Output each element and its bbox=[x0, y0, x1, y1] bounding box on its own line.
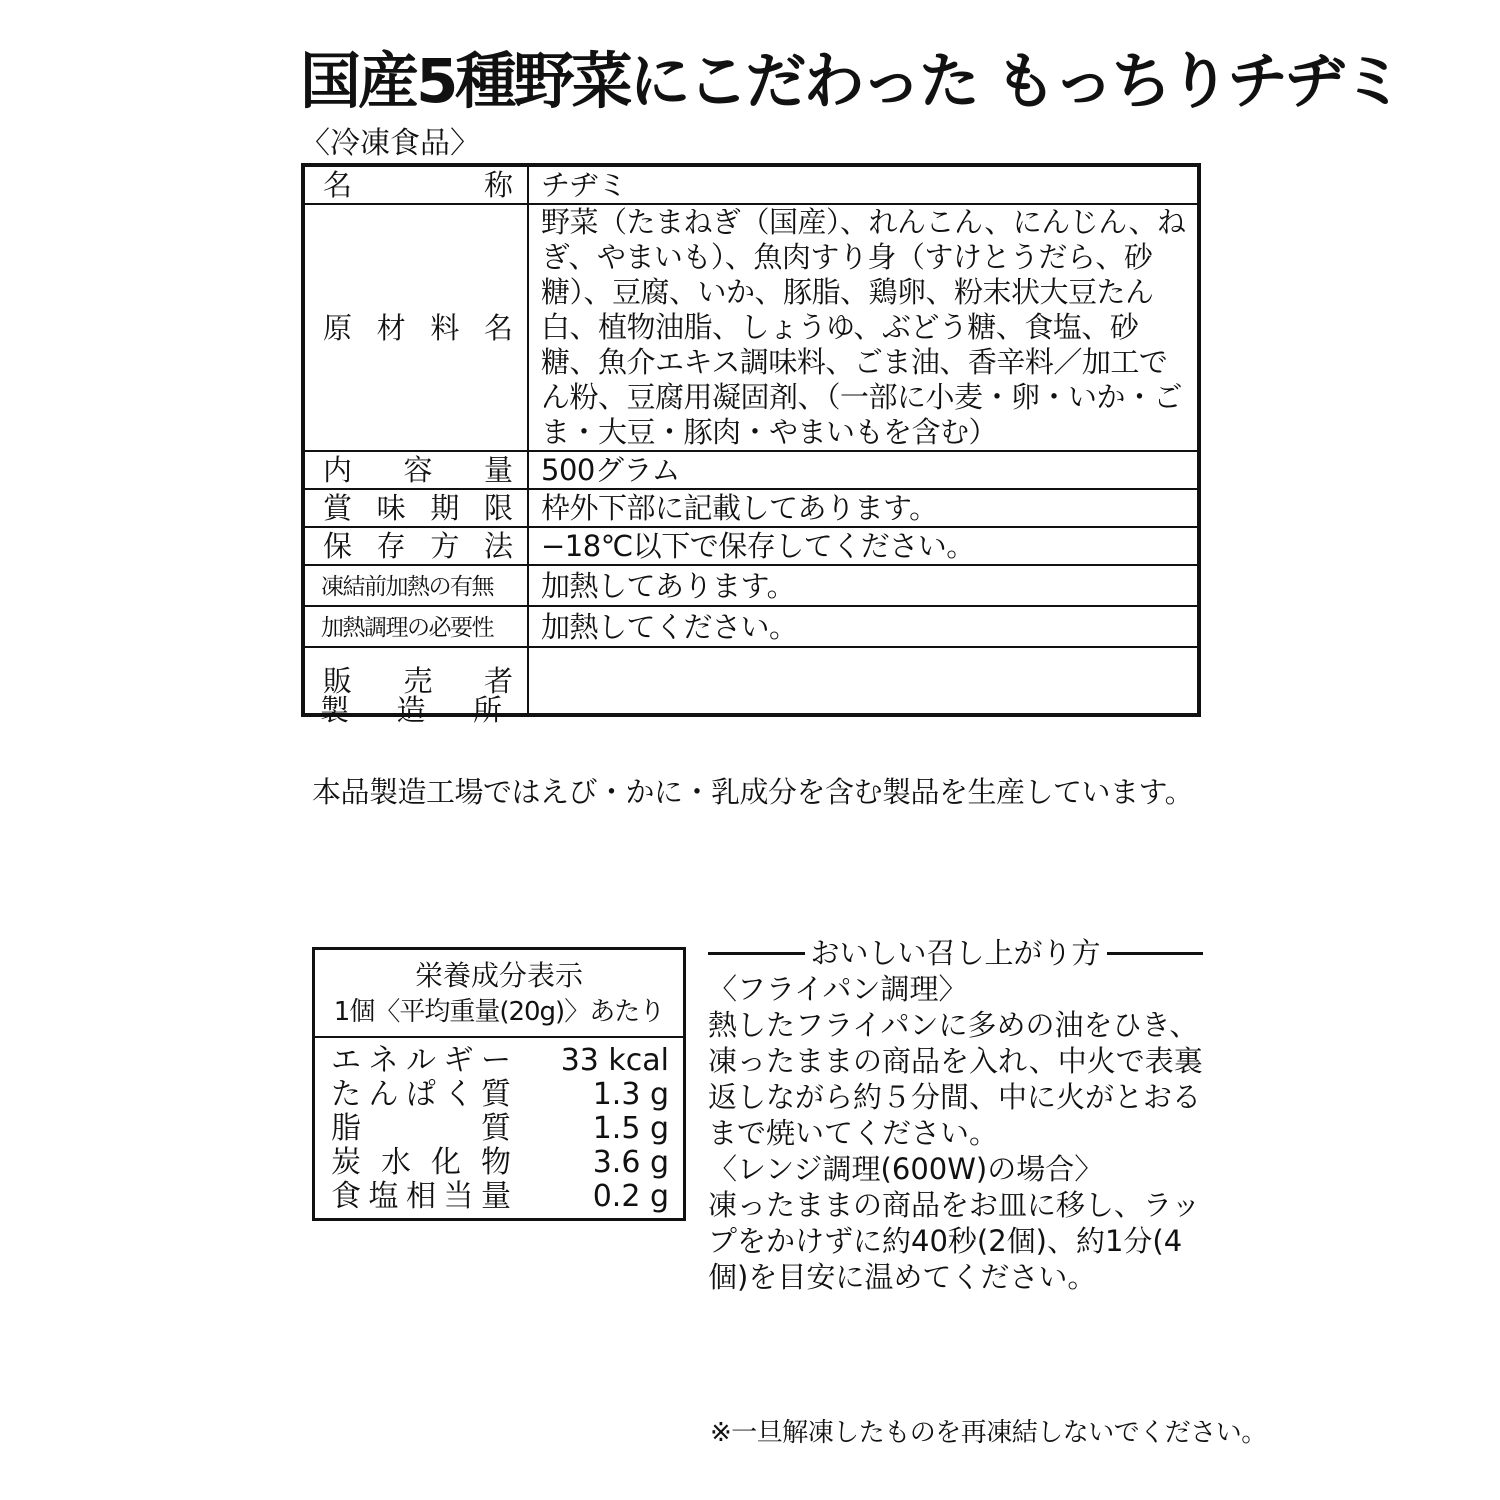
nutrition-name bbox=[331, 1180, 511, 1214]
product-category: 〈冷凍食品〉 bbox=[300, 126, 480, 161]
nutrition-row bbox=[315, 1180, 683, 1214]
key-char: 造 bbox=[396, 693, 426, 727]
howto-heading-text: おいしい召し上がり方 bbox=[810, 936, 1101, 970]
product-title: 国産5種野菜にこだわった もっちりチヂミ bbox=[300, 46, 1402, 117]
nutrition-value: 3.6 g bbox=[592, 1145, 669, 1180]
heading-rule-right bbox=[1107, 952, 1204, 955]
key-char: 材 bbox=[376, 310, 406, 345]
nutrition-name-char: ル bbox=[406, 1043, 436, 1078]
nutrition-name-char: エ bbox=[331, 1043, 361, 1078]
key-char: 賞 bbox=[323, 491, 353, 525]
nutrition-name-char: 脂 bbox=[331, 1111, 361, 1146]
nutrition-name-char: 質 bbox=[481, 1111, 511, 1146]
key-char: 限 bbox=[483, 491, 513, 525]
label-val-content: 500グラム bbox=[528, 451, 1199, 489]
nutrition-value: 33 kcal bbox=[560, 1043, 669, 1078]
nutrition-name-char: 化 bbox=[431, 1145, 461, 1180]
key-char: 料 bbox=[430, 310, 460, 345]
key-char: 量 bbox=[483, 453, 513, 487]
label-key-expiry bbox=[323, 490, 513, 526]
key-char: 称 bbox=[483, 168, 513, 202]
key-char: 製 bbox=[320, 693, 350, 727]
nutrition-row bbox=[315, 1078, 683, 1112]
key-char: 内 bbox=[323, 453, 353, 487]
maker-label bbox=[320, 690, 502, 730]
label-val-seller bbox=[528, 647, 1199, 715]
nutrition-name-char: ネ bbox=[368, 1043, 399, 1078]
key-char: 法 bbox=[483, 529, 513, 563]
nutrition-name-char: く bbox=[443, 1077, 474, 1112]
nutrition-title: 栄養成分表示 bbox=[414, 959, 583, 992]
key-char: 方 bbox=[430, 529, 460, 563]
label-val-name: チヂミ bbox=[528, 165, 1199, 204]
nutrition-rows bbox=[315, 1044, 683, 1214]
label-key-ingredients bbox=[323, 310, 513, 346]
nutrition-name-char: 量 bbox=[481, 1179, 511, 1214]
label-key-preheat: 凍結前加熱の有無 bbox=[321, 574, 493, 600]
nutrition-value: 1.5 g bbox=[592, 1111, 669, 1146]
range-text: 凍ったままの商品をお皿に移し、ラップをかけずに約40秒(2個)、約1分(4個)を目安に温めてください。 bbox=[708, 1188, 1201, 1294]
nutrition-name bbox=[331, 1112, 511, 1146]
key-char: 保 bbox=[323, 529, 353, 563]
label-row-cooking bbox=[303, 606, 1199, 647]
heading-rule-left bbox=[708, 952, 805, 955]
nutrition-name bbox=[331, 1078, 511, 1112]
footer-note: ※一旦解凍したものを再凍結しないでください。 bbox=[710, 1418, 1267, 1448]
key-char: 名 bbox=[483, 310, 513, 345]
nutrition-name-char: 塩 bbox=[368, 1179, 399, 1214]
label-row-storage bbox=[303, 527, 1199, 565]
key-char: 存 bbox=[376, 529, 406, 563]
label-key-content bbox=[323, 452, 513, 488]
nutrition-name-char: ぱ bbox=[406, 1077, 436, 1112]
nutrition-name-char: 物 bbox=[481, 1145, 511, 1180]
label-row-name bbox=[303, 165, 1199, 204]
label-row-preheat bbox=[303, 565, 1199, 606]
nutrition-row bbox=[315, 1146, 683, 1180]
nutrition-table bbox=[312, 947, 686, 1221]
label-val-ingredients: 野菜（たまねぎ（国産）、れんこん、にんじん、ねぎ、やまいも）、魚肉すり身（すけとうだら、砂糖）、豆腐、いか、豚脂、鶏卵、粉末状大豆たん白、植物油脂、しょうゆ、ぶどう糖、食塩、砂糖、魚介エキス調味料、ごま油、香辛料／加工でん粉、豆腐用凝固剤、（一部に小麦・卵・いか・ごま・大豆・豚肉・やまいもを含む） bbox=[528, 204, 1199, 451]
label-val-storage: −18℃以下で保存してください。 bbox=[528, 527, 1199, 565]
key-char: 原 bbox=[323, 310, 353, 345]
label-row-expiry bbox=[303, 489, 1199, 527]
key-char: 期 bbox=[430, 491, 460, 525]
pan-title: 〈フライパン調理〉 bbox=[708, 972, 968, 1006]
key-char: 売 bbox=[403, 663, 433, 698]
howto-heading bbox=[708, 935, 1203, 971]
key-char: 容 bbox=[403, 453, 433, 487]
label-val-expiry: 枠外下部に記載してあります。 bbox=[528, 489, 1199, 527]
nutrition-value: 1.3 g bbox=[592, 1077, 669, 1112]
nutrition-name bbox=[331, 1044, 511, 1078]
label-row-content bbox=[303, 451, 1199, 489]
allergen-note: 本品製造工場ではえび・かに・乳成分を含む製品を生産しています。 bbox=[312, 775, 1194, 809]
nutrition-name-char: 水 bbox=[381, 1145, 411, 1180]
label-row-ingredients bbox=[303, 204, 1199, 451]
range-title: 〈レンジ調理(600W)の場合〉 bbox=[708, 1152, 1104, 1186]
nutrition-name-char: ー bbox=[481, 1043, 511, 1078]
key-char: 所 bbox=[472, 693, 502, 727]
nutrition-name bbox=[331, 1146, 511, 1180]
label-val-preheat: 加熱してあります。 bbox=[528, 565, 1199, 606]
nutrition-name-char: 質 bbox=[481, 1077, 511, 1112]
serving-instructions bbox=[708, 935, 1203, 1295]
pan-text: 熱したフライパンに多めの油をひき、凍ったままの商品を入れ、中火で表裏返しながら約５分間、中に火がとおるまで焼いてください。 bbox=[708, 1008, 1203, 1150]
nutrition-name-char: 炭 bbox=[331, 1145, 361, 1180]
label-key-storage bbox=[323, 528, 513, 564]
product-label-table bbox=[301, 163, 1201, 717]
label-key-cooking: 加熱調理の必要性 bbox=[321, 615, 493, 641]
label-val-cooking: 加熱してください。 bbox=[528, 606, 1199, 647]
nutrition-name-char: た bbox=[331, 1077, 361, 1112]
key-char: 名 bbox=[323, 168, 353, 202]
nutrition-name-char: 当 bbox=[443, 1179, 474, 1214]
key-char: 味 bbox=[376, 491, 406, 525]
key-char: 販 bbox=[323, 663, 353, 698]
key-char: 者 bbox=[483, 663, 513, 698]
label-key-name bbox=[323, 167, 513, 203]
nutrition-row bbox=[315, 1112, 683, 1146]
nutrition-name-char: ん bbox=[368, 1077, 399, 1112]
nutrition-row bbox=[315, 1044, 683, 1078]
nutrition-name-char: ギ bbox=[443, 1043, 474, 1078]
nutrition-name-char: 相 bbox=[406, 1179, 436, 1214]
nutrition-divider bbox=[315, 1036, 683, 1038]
nutrition-value: 0.2 g bbox=[592, 1179, 669, 1214]
nutrition-basis: 1個〈平均重量(20g)〉あたり bbox=[333, 997, 665, 1027]
nutrition-name-char: 食 bbox=[331, 1179, 361, 1214]
